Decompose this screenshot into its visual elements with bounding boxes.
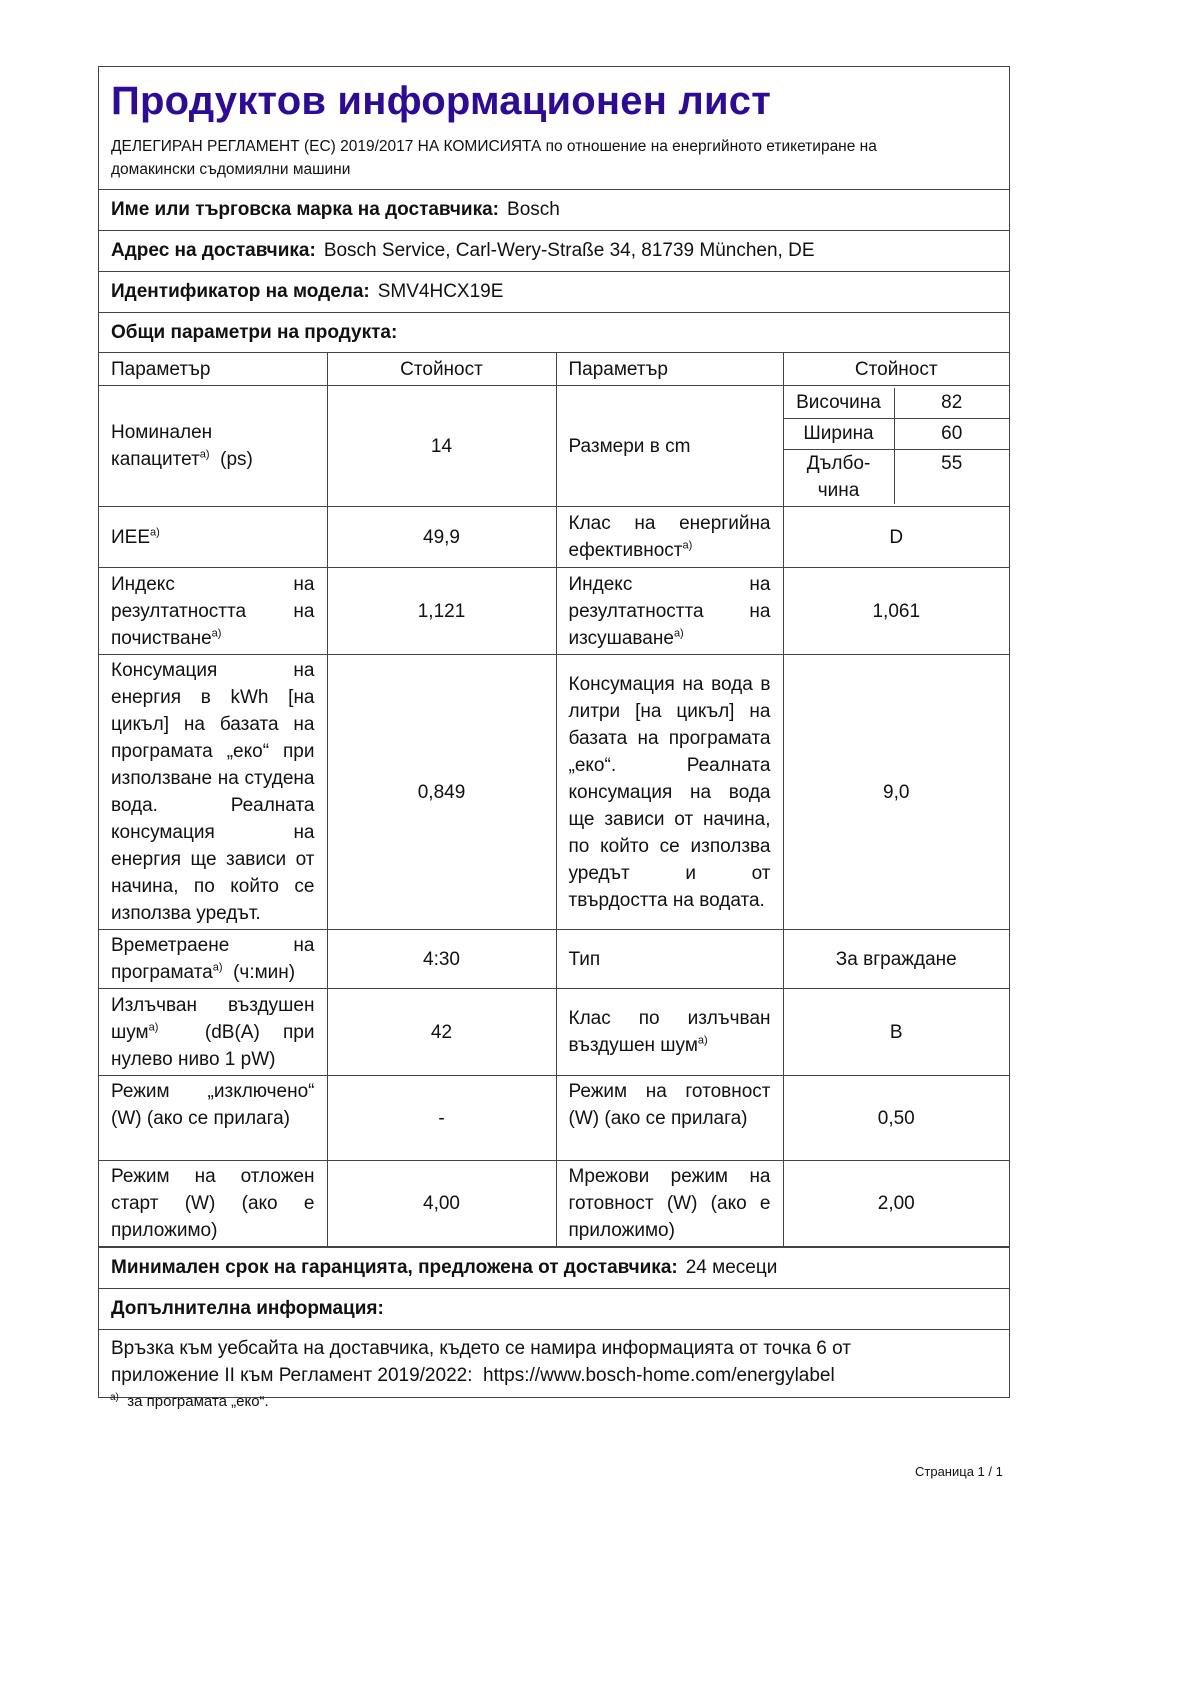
footnote-mark: a) [673,627,684,640]
dimension-row [784,450,1010,505]
dimension-value-depth: 55 [941,453,963,474]
param-type: Тип [556,930,783,989]
supplier-address-label: Адрес на доставчика: [111,240,316,261]
param-cleaning-index [99,568,327,655]
footnote-mark: a) [211,627,222,640]
model-identifier-label: Идентификатор на модела: [111,281,370,302]
footnote-mark: a) [110,1392,119,1403]
param-dimensions: Размери в cm [556,386,783,507]
header-value-2: Стойност [783,353,1009,386]
table-row [99,568,1009,655]
param-networked-standby: Мрежови режим на готовност (W) (ако е приложимо) [556,1161,783,1247]
dimension-row [784,388,1010,419]
dimension-row [784,419,1010,450]
param-programme-duration [99,930,327,989]
table-row [99,655,1009,930]
value-type: За вграждане [783,930,1009,989]
value-off-mode: - [327,1076,556,1161]
value-delay-start: 4,00 [327,1161,556,1247]
page-indicator: Страница 1 / 1 [915,1464,1003,1479]
param-noise-emission [99,989,327,1076]
table-row [99,507,1009,568]
dimension-label-depth: Дълбо- чина [784,450,895,505]
footnote-text: за програмата „еко“. [127,1393,269,1410]
dimension-value-width: 60 [894,419,1009,450]
param-energy-class [556,507,783,568]
param-label: ИЕЕ [111,526,151,548]
general-params-label: Общи параметри на продукта: [111,321,398,343]
param-label: Клас по излъчван въздушен шум [568,1008,771,1056]
param-noise-class [556,989,783,1076]
value-energy-consumption: 0,849 [327,655,556,930]
value-noise-emission: 42 [327,989,556,1076]
table-row [99,1161,1009,1247]
value-programme-duration: 4:30 [327,930,556,989]
supplier-name-label: Име или търговска марка на доставчика: [111,199,500,220]
value-standby-mode: 0,50 [783,1076,1009,1161]
warranty-row [99,1248,1009,1289]
value-networked-standby: 2,00 [783,1161,1009,1247]
param-off-mode: Режим „изключено“ (W) (ако се прилага) [99,1076,327,1161]
footnote-mark: a) [199,448,210,461]
param-label: Индекс на резултатността на почистване [111,573,315,649]
dimension-label-width: Ширина [784,419,895,450]
warranty-value: 24 месеци [685,1257,778,1278]
param-label: Номинален капацитет [111,422,213,470]
param-standby-mode: Режим на готовност (W) (ако се прилага) [556,1076,783,1161]
header-parameter-1: Параметър [99,353,327,386]
table-header-row [99,353,1009,386]
value-cleaning-index: 1,121 [327,568,556,655]
regulation-reference: приложение II към Регламент 2019/2022: [111,1365,473,1386]
table-row [99,1076,1009,1161]
additional-info-line-1: Връзка към уебсайта на доставчика, където се намира информацията от точка 6 от [111,1338,852,1359]
additional-info-line-2 [111,1362,997,1389]
page-title: Продуктов информационен лист [111,79,772,123]
param-label: Клас на енергийна ефективност [568,513,771,561]
header-value-1: Стойност [327,353,556,386]
value-drying-index: 1,061 [783,568,1009,655]
subtitle-line-2: домакински съдомиялни машини [111,161,351,178]
header-parameter-2: Параметър [556,353,783,386]
supplier-address-value: Bosch Service, Carl-Wery-Straße 34, 81739 München, DE [323,240,815,261]
table-row [99,930,1009,989]
value-noise-class: B [783,989,1009,1076]
param-rated-capacity [99,386,327,507]
footnote-mark: a) [212,961,223,974]
param-water-consumption: Консумация на вода в литри [на цикъл] на базата на програмата „еко“. Реалната консумация на вода ще зависи от начина, по който се използва уредът и от твърдостта на водата. [556,655,783,930]
value-eei: 49,9 [327,507,556,568]
params-table [99,353,1009,1247]
param-unit: (ч:мин) [233,962,296,983]
value-energy-class: D [783,507,1009,568]
value-rated-capacity: 14 [327,386,556,507]
model-identifier-value: SMV4HCX19E [377,281,504,302]
param-label: Времетраене на програмата [111,935,315,983]
dimensions-table [784,388,1010,504]
param-delay-start: Режим на отложен старт (W) (ако е приложимо) [99,1161,327,1247]
warranty-label: Минимален срок на гаранцията, предложена от доставчика: [111,1257,678,1278]
supplier-address-row [99,231,1009,272]
footnote-mark: a) [682,539,693,552]
table-row [99,989,1009,1076]
product-information-sheet [98,66,1010,1398]
energy-label-link[interactable]: https://www.bosch-home.com/energylabel [483,1365,835,1386]
params-table-wrapper [99,353,1009,1248]
param-label: Излъчван въздушен шум [111,994,315,1043]
model-identifier-row [99,272,1009,313]
param-eei [99,507,327,568]
footnote-mark: a) [148,1021,159,1034]
footnote-mark: a) [697,1034,708,1047]
table-row [99,386,1009,507]
general-params-row [99,313,1009,353]
footnote [110,1393,269,1410]
additional-info-label: Допълнителна информация: [111,1298,384,1319]
param-unit: (ps) [220,449,253,470]
value-water-consumption: 9,0 [783,655,1009,930]
regulation-subtitle [111,135,997,181]
dimension-value-height: 82 [894,388,1009,419]
additional-info-text [99,1330,1009,1397]
param-unit: (dB(A) при нулево ниво 1 pW) [111,1021,315,1070]
param-energy-consumption: Консумация на енергия в kWh [на цикъл] на базата на програмата „еко“ при използване на студена вода. Реалната консумация на енергия ще зависи от начина, по който се използва уредът. [99,655,327,930]
dimension-label-height: Височина [784,388,895,419]
supplier-name-row [99,190,1009,231]
footnote-mark: a) [150,526,160,539]
value-dimensions [783,386,1009,507]
title-block [99,67,1009,190]
additional-info-row [99,1289,1009,1330]
param-drying-index [556,568,783,655]
supplier-name-value: Bosch [507,199,560,220]
subtitle-line-1: ДЕЛЕГИРАН РЕГЛАМЕНТ (ЕС) 2019/2017 НА КОМИСИЯТА по отношение на енергийното етикетиране на [111,138,877,155]
param-label: Индекс на резултатността на изсушаване [568,573,771,649]
